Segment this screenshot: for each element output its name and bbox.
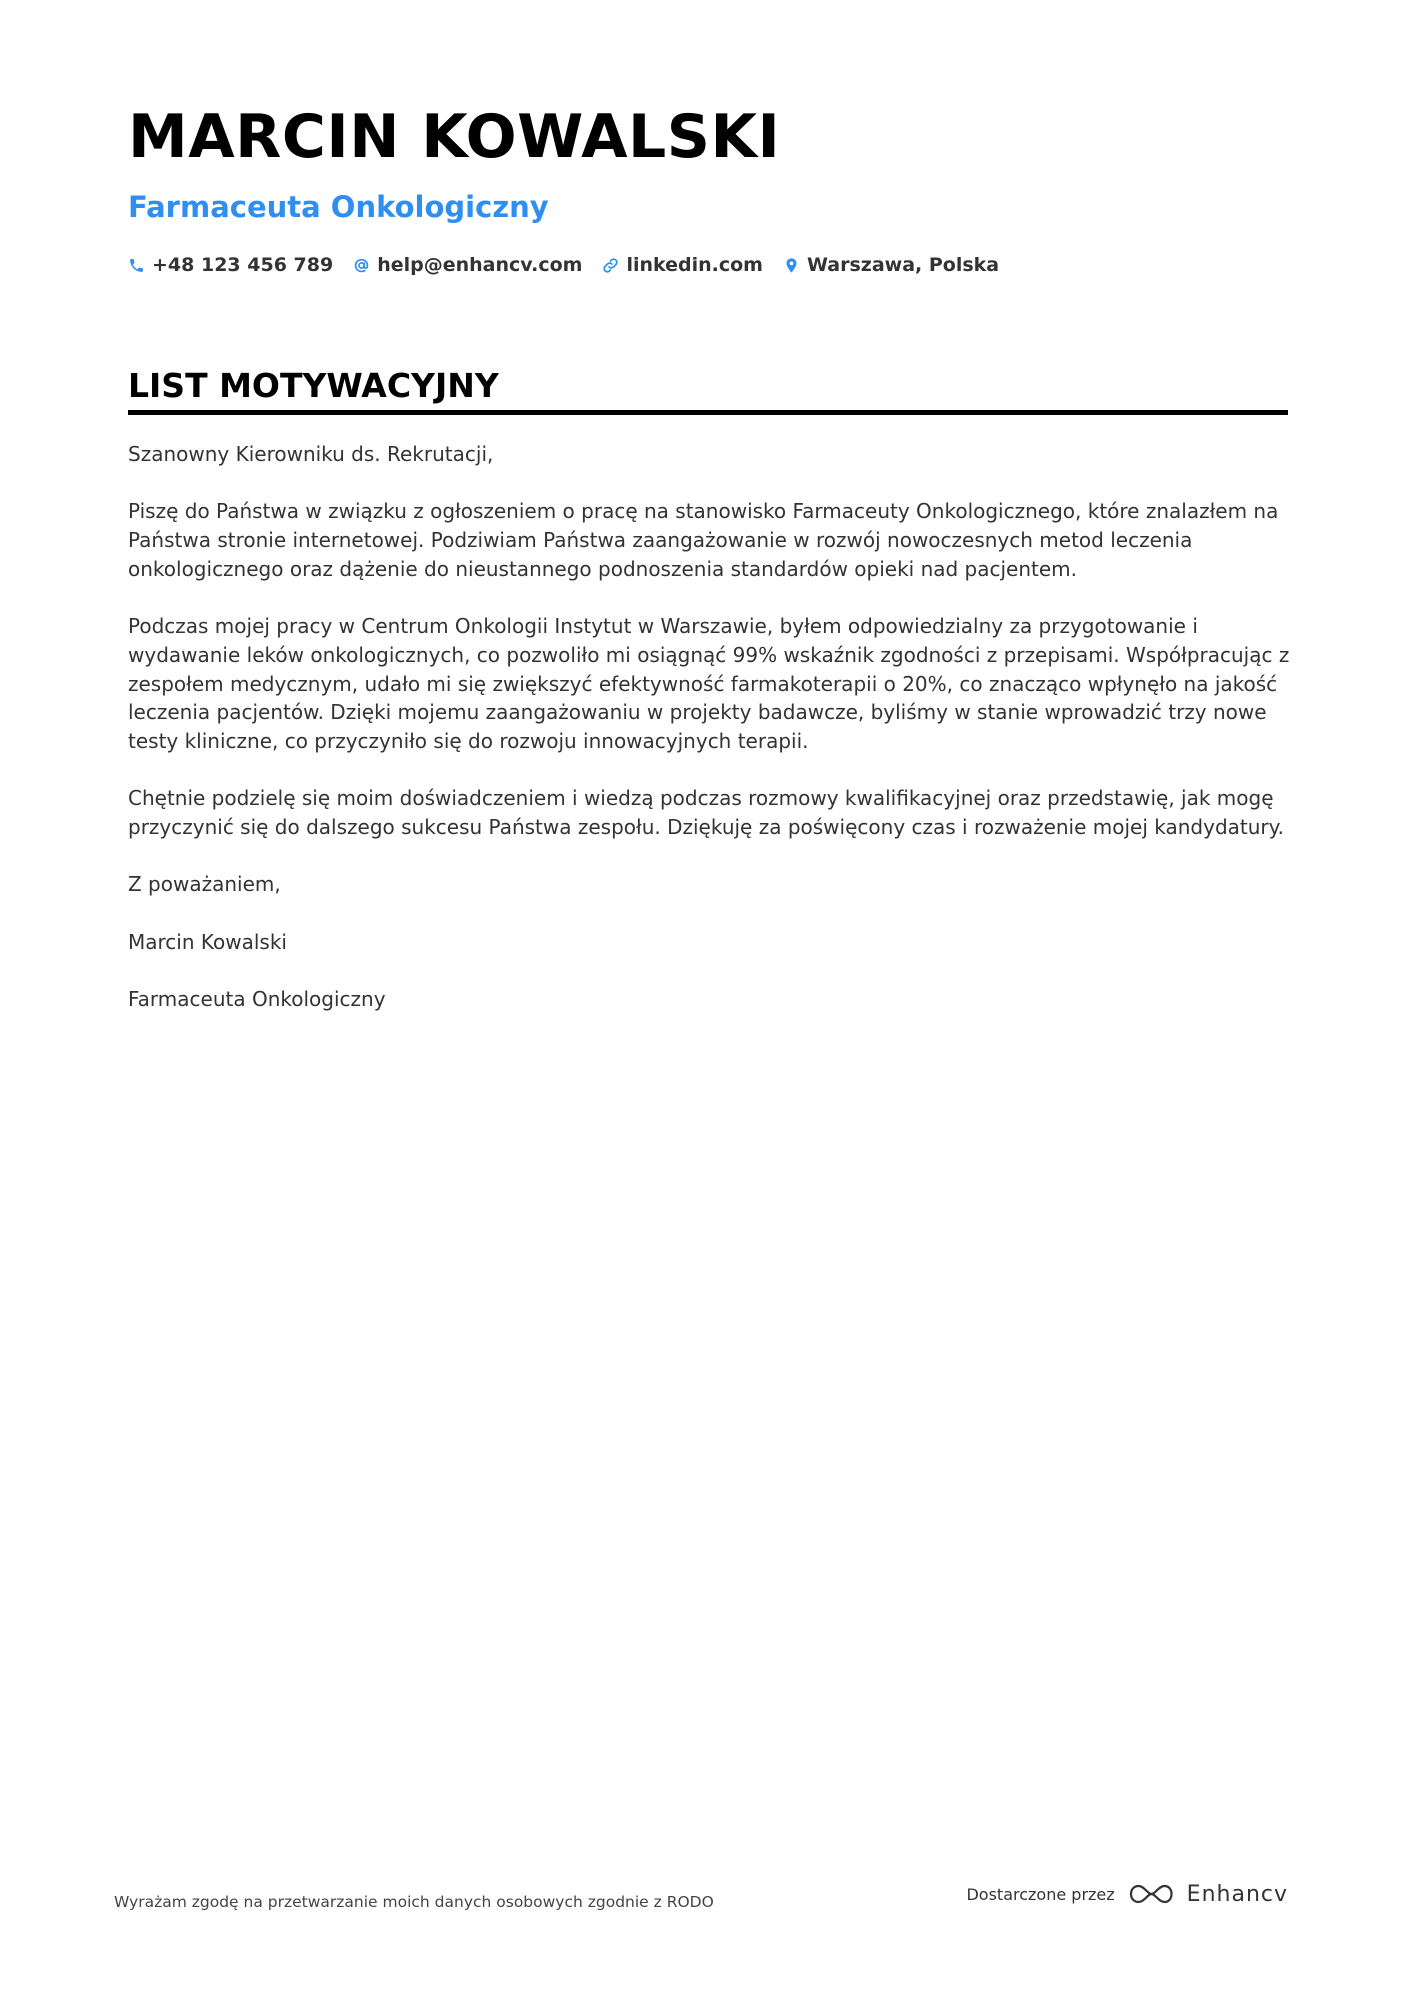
location-text: Warszawa, Polska	[806, 254, 1000, 276]
letter-paragraph: Podczas mojej pracy w Centrum Onkologii Instytut w Warszawie, byłem odpowiedzialny za przygotowanie i wydawanie leków onkologicznych, co pozwoliło mi osiągnąć 99% wskaźnik zgodności z przepisami. Współpracując z zespołem medycznym, udało mi się zwiększyć efektywność farmakoterapii o 20%, co znacząco wpłynęło na jakość leczenia pacjentów. Dzięki mojemu zaangażowaniu w projekty badawcze, byliśmy w stanie wprowadzić trzy nowe testy kliniczne, co przyczyniło się do rozwoju innowacyjnych terapii.	[128, 614, 1290, 753]
powered-by[interactable]	[966, 1880, 1288, 1908]
letter-closing: Z poważaniem,	[128, 872, 281, 897]
section-heading: LIST MOTYWACYJNY	[128, 366, 499, 405]
signature-title: Farmaceuta Onkologiczny	[128, 987, 386, 1012]
email-text: help@enhancv.com	[377, 254, 583, 276]
contact-location	[783, 254, 999, 276]
enhancv-logo-icon	[1127, 1880, 1175, 1908]
section-divider	[128, 410, 1288, 415]
letter-paragraph: Piszę do Państwa w związku z ogłoszeniem o pracę na stanowisko Farmaceuty Onkologicznego, które znalazłem na Państwa stronie internetowej. Podziwiam Państwa zaangażowanie w rozwój nowoczesnych metod leczenia onkologicznego oraz dążenie do nieustannego podnoszenia standardów opieki nad pacjentem.	[128, 499, 1279, 581]
letter-salutation: Szanowny Kierowniku ds. Rekrutacji,	[128, 442, 494, 466]
candidate-name: MARCIN KOWALSKI	[128, 102, 781, 172]
powered-by-label: Dostarczone przez	[966, 1884, 1115, 1904]
contact-email[interactable]	[353, 254, 582, 276]
letter-paragraph: Chętnie podzielę się moim doświadczeniem i wiedzą podczas rozmowy kwalifikacyjnej oraz przedstawię, jak mogę przyczynić się do dalszego sukcesu Państwa zespołu. Dziękuję za poświęcony czas i rozważenie mojej kandydatury.	[128, 786, 1284, 840]
brand-name: Enhancv	[1186, 1881, 1288, 1907]
location-pin-icon	[783, 257, 800, 274]
signature-name: Marcin Kowalski	[128, 929, 287, 954]
contact-bar	[128, 254, 999, 276]
gdpr-consent: Wyrażam zgodę na przetwarzanie moich danych osobowych zgodnie z RODO	[114, 1893, 714, 1911]
linkedin-text: linkedin.com	[626, 254, 763, 276]
letter-body	[128, 440, 1290, 1043]
at-icon	[353, 257, 370, 274]
contact-phone[interactable]	[128, 254, 333, 276]
phone-text: +48 123 456 789	[152, 254, 334, 276]
link-icon	[602, 257, 619, 274]
contact-linkedin[interactable]	[602, 254, 763, 276]
job-title: Farmaceuta Onkologiczny	[128, 190, 549, 224]
phone-icon	[128, 257, 145, 274]
